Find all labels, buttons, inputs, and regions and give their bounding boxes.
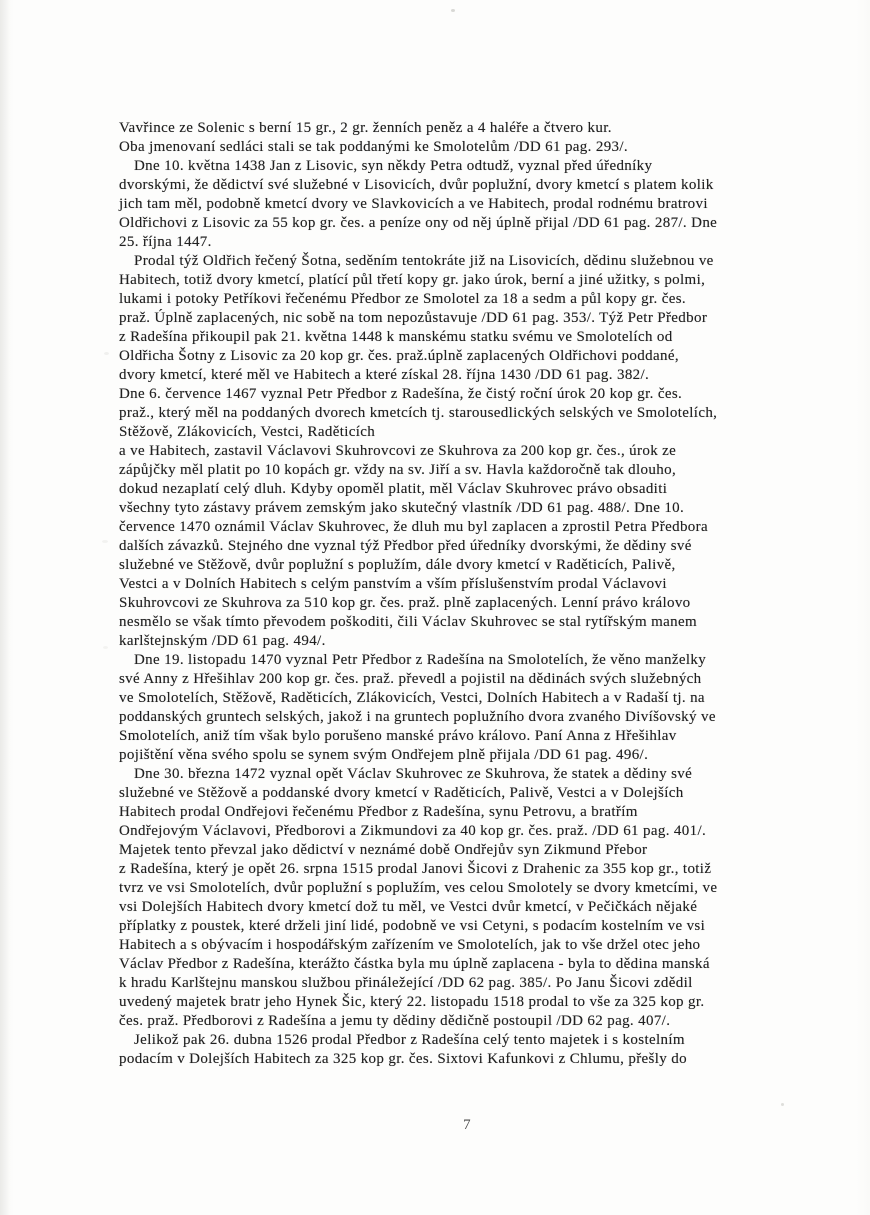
- text-line: praž. Úplně zaplacených, nic sobě na tom nepozůstavuje /DD 61 pag. 353/. Týž Petr Předbor: [119, 310, 708, 326]
- text-line: uvedený majetek bratr jeho Hynek Šic, který 22. listopadu 1518 prodal to vše za 325 kop gr.: [119, 994, 705, 1010]
- text-line: Václav Předbor z Radešína, kterážto částka byla mu úplně zaplacena - byla to dědina manská: [119, 956, 710, 972]
- text-line: vsi Dolejších Habitech dvory kmetcí dož tu měl, ve Vestci dvůr kmetcí, v Pečičkách nějaké: [119, 899, 698, 915]
- scan-edge-shadow: [0, 0, 10, 1215]
- text-line: poddanských gruntech selských, jakož i na gruntech poplužního dvora zvaného Divíšovský ve: [119, 709, 716, 725]
- text-line: a ve Habitech, zastavil Václavovi Skuhrovcovi ze Skuhrova za 200 kop gr. čes., úrok ze: [119, 443, 677, 459]
- text-line: Habitech prodal Ondřejovi řečenému Předbor z Radešína, synu Petrovu, a bratřím: [119, 804, 638, 820]
- text-line: Dne 10. května 1438 Jan z Lisovic, syn někdy Petra odtudž, vyznal před úředníky: [134, 158, 653, 174]
- text-line: z Radešína přikoupil pak 21. května 1448 k manskému statku svému ve Smolotelích od: [119, 329, 673, 345]
- text-line: nesmělo se však tímto převodem poškoditi, čili Václav Skuhrovec se stal rytířským manem: [119, 614, 697, 630]
- text-line: Oldřichovi z Lisovic za 55 kop gr. čes. a peníze ony od něj úplně přijal /DD 61 pag. 287/. Dne: [119, 215, 718, 231]
- text-line: příplatky z poustek, které drželi jiní lidé, podobně ve vsi Cetyni, s podacím kostelním ve vsi: [119, 918, 706, 934]
- text-line: čes. praž. Předborovi z Radešína a jemu ty dědiny dědičně postoupil /DD 62 pag. 407/.: [119, 1013, 671, 1029]
- text-line: Ondřejovým Václavovi, Předborovi a Zikmundovi za 40 kop gr. čes. praž. /DD 61 pag. 401/.: [119, 823, 707, 839]
- text-line: dvorskými, že dědictví své služebné v Lisovicích, dvůr poplužní, dvory kmetcí s platem kolik: [119, 177, 714, 193]
- text-line: karlštejnským /DD 61 pag. 494/.: [119, 633, 326, 649]
- text-line: Vavřince ze Solenic s berní 15 gr., 2 gr. ženních peněz a 4 haléře a čtvero kur.: [119, 120, 612, 136]
- text-line: dalších závazků. Stejného dne vyznal týž Předbor před úředníky dvorskými, že dědiny své: [119, 538, 692, 554]
- scan-speck: [781, 1103, 784, 1106]
- text-line: dvory kmetcí, které měl ve Habitech a které získal 28. října 1430 /DD 61 pag. 382/.: [119, 367, 650, 383]
- text-line: Dne 30. března 1472 vyznal opět Václav Skuhrovec ze Skuhrova, že statek a dědiny své: [134, 766, 693, 782]
- text-line: července 1470 oznámil Václav Skuhrovec, že dluh mu byl zaplacen a zprostil Petra Předbora: [119, 519, 708, 535]
- text-line: zápůjčky měl platit po 10 kopách gr. vždy na sv. Jiří a sv. Havla každoročně tak dlouho,: [119, 462, 677, 478]
- text-line: Skuhrovcovi ze Skuhrova za 510 kop gr. čes. praž. plně zaplacených. Lenní právo královo: [119, 595, 691, 611]
- text-line: Dne 6. července 1467 vyznal Petr Předbor z Radešína, že čistý roční úrok 20 kop gr. čes.: [119, 386, 683, 402]
- scan-speck: [451, 9, 455, 12]
- text-line: Oba jmenovaní sedláci stali se tak poddanými ke Smolotelům /DD 61 pag. 293/.: [119, 139, 629, 155]
- text-line: dokud nezaplatí celý dluh. Kdyby opoměl platit, měl Václav Skuhrovec právo obsaditi: [119, 481, 668, 497]
- text-line: jich tam měl, podobně kmetcí dvory ve Slavkovicích a ve Habitech, prodal rodnému bratrovi: [119, 196, 708, 212]
- text-line: lukami i potoky Petříkovi řečenému Předbor ze Smolotel za 18 a sedm a půl kopy gr. čes.: [119, 291, 686, 307]
- text-line: všechny tyto zástavy právem zemským jako skutečný vlastník /DD 61 pag. 488/. Dne 10.: [119, 500, 685, 516]
- text-line: služebné ve Stěžově a poddanské dvory kmetcí v Raděticích, Palivě, Vestci a v Dolejších: [119, 785, 684, 801]
- text-line: Oldřicha Šotny z Lisovic za 20 kop gr. čes. praž.úplně zaplacených Oldřichovi poddané,: [119, 348, 679, 364]
- text-line: Jelikož pak 26. dubna 1526 prodal Předbor z Radešína celý tento majetek i s kostelním: [134, 1032, 685, 1048]
- text-line: tvrz ve vsi Smolotelích, dvůr poplužní s poplužím, ves celou Smolotely se dvory kmetcími, ve: [119, 880, 718, 896]
- text-line: služebné ve Stěžově, dvůr poplužní s poplužím, dále dvory kmetcí v Raděticích, Palivě,: [119, 557, 676, 573]
- text-line: z Radešína, který je opět 26. srpna 1515 prodal Janovi Šicovi z Drahenic za 355 kop gr., totiž: [119, 861, 712, 877]
- text-line: ve Smolotelích, Stěžově, Raděticích, Zlákovicích, Vestci, Dolních Habitech a v Radaší tj. na: [119, 690, 705, 706]
- text-line: 25. října 1447.: [119, 234, 212, 250]
- text-line: své Anny z Hřešihlav 200 kop gr. čes. praž. převedl a pojistil na dědinách svých služebných: [119, 671, 702, 687]
- text-line: Majetek tento převzal jako dědictví v neznámé době Ondřejův syn Zikmund Přebor: [119, 842, 648, 858]
- text-line: k hradu Karlštejnu manskou službou přináležející /DD 62 pag. 385/. Po Janu Šicovi zdědil: [119, 975, 693, 991]
- scan-speck: [102, 540, 108, 543]
- text-line: praž., který měl na poddaných dvorech kmetcích tj. starousedlických selských ve Smolotelích,: [119, 405, 718, 421]
- document-text-block: [119, 119, 799, 1069]
- text-line: Stěžově, Zlákovicích, Vestci, Raděticích: [119, 424, 376, 440]
- text-line: Habitech, totiž dvory kmetcí, platící půl třetí kopy gr. jako úrok, berní a jiné užitky, s polmi,: [119, 272, 706, 288]
- text-line: Vestci a v Dolních Habitech s celým panstvím a vším příslušenstvím prodal Václavovi: [119, 576, 667, 592]
- text-line: Habitech a s obývacím i hospodářským zařízením ve Smolotelích, jak to vše držel otec jeho: [119, 937, 701, 953]
- page-number: 7: [463, 1117, 471, 1133]
- text-line: Smolotelích, aniž tím však bylo porušeno manské právo královo. Paní Anna z Hřešihlav: [119, 728, 677, 744]
- text-line: Prodal týž Oldřich řečený Šotna, seděním tentokráte již na Lisovicích, dědinu služebnou ve: [134, 253, 714, 269]
- scan-speck: [104, 352, 109, 355]
- text-line: pojištění věna svého spolu se synem svým Ondřejem plně přijala /DD 61 pag. 496/.: [119, 747, 649, 763]
- text-line: podacím v Dolejších Habitech za 325 kop gr. čes. Sixtovi Kafunkovi z Chlumu, přešly do: [119, 1051, 687, 1067]
- scan-speck: [103, 646, 108, 649]
- text-line: Dne 19. listopadu 1470 vyznal Petr Předbor z Radešína na Smolotelích, že věno manželky: [134, 652, 707, 668]
